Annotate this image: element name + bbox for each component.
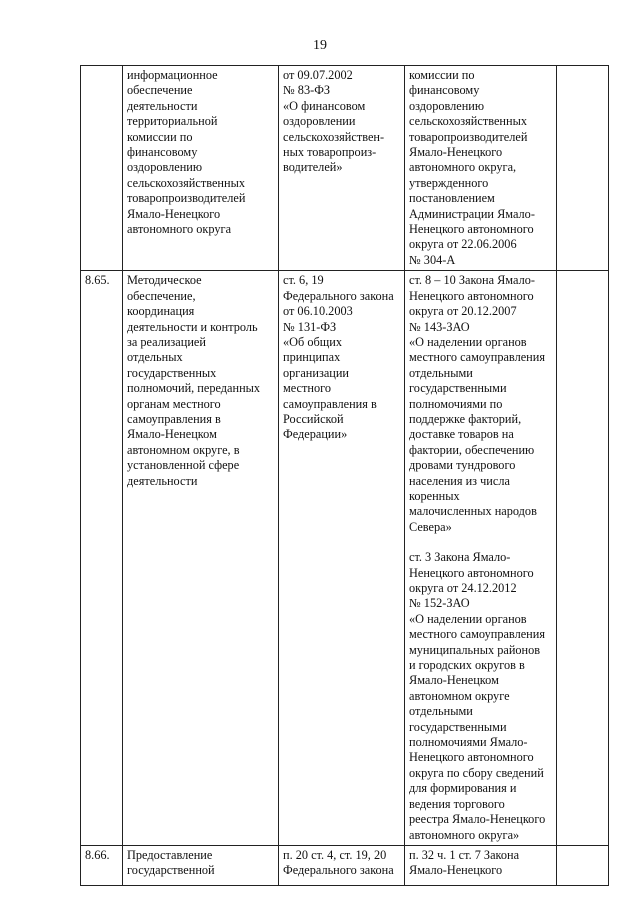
cell-line: местного — [283, 381, 331, 396]
cell-line: комиссии по — [409, 68, 475, 82]
cell-item-number — [81, 66, 123, 271]
table-row — [81, 845, 609, 885]
cell-line: за реализацией — [127, 334, 206, 349]
cell-line: № 83-ФЗ — [283, 83, 331, 98]
cell-federal-law — [279, 66, 405, 271]
cell-line: товаропроизводителей — [409, 129, 528, 144]
cell-line: государственной — [127, 863, 215, 878]
cell-line: установленной сфере — [127, 458, 240, 473]
cell-line: от 06.10.2003 — [283, 304, 353, 319]
cell-line: товаропроизводителей — [127, 191, 246, 206]
cell-line: деятельности — [127, 98, 198, 113]
cell-line: ных товаропроиз- — [283, 145, 377, 160]
cell-line: Российской — [283, 411, 344, 426]
cell-federal-law — [279, 271, 405, 846]
cell-line: № 304-А — [409, 252, 456, 267]
cell-line: полномочиями Ямало- — [409, 735, 528, 750]
cell-line: Федерации» — [283, 427, 348, 442]
page-number: 19 — [313, 38, 327, 53]
cell-line: Ямало-Ненецком — [409, 673, 499, 688]
cell-line: самоуправления в — [127, 411, 221, 426]
cell-line: ст. 8 – 10 Закона Ямало- — [409, 273, 535, 288]
cell-line: автономном округе, в — [127, 442, 240, 457]
cell-empty — [557, 66, 609, 271]
cell-regional-law — [405, 66, 557, 271]
cell-line: деятельности и контроль — [127, 319, 258, 334]
cell-line: полномочиями по — [409, 396, 503, 411]
cell-line: местного самоуправления — [409, 350, 545, 365]
cell-line: Ненецкого автономного — [409, 222, 534, 237]
cell-line: автономного округа — [127, 222, 232, 237]
cell-line: «Об общих — [283, 334, 342, 349]
cell-line: «О наделении органов — [409, 611, 527, 626]
cell-line: округа по сбору сведений — [409, 765, 544, 780]
cell-line: органам местного — [127, 396, 221, 411]
cell-function — [123, 66, 279, 271]
cell-line: округа от 22.06.2006 — [409, 237, 517, 252]
cell-regional-law — [405, 271, 557, 846]
cell-empty — [557, 845, 609, 885]
cell-line: Ямало-Ненецкого — [409, 145, 503, 160]
cell-line: территориальной — [127, 114, 218, 129]
cell-line: Ямало-Ненецкого — [409, 863, 503, 878]
cell-line: автономного округа» — [409, 827, 520, 842]
cell-line: Предоставление — [127, 847, 213, 862]
cell-line: поддержке факторий, — [409, 411, 522, 426]
cell-line: обеспечение — [127, 83, 193, 98]
cell-line: населения из числа — [409, 473, 510, 488]
cell-line: местного самоуправления — [409, 627, 545, 642]
cell-function — [123, 271, 279, 846]
cell-item-number: 8.65. — [81, 271, 123, 846]
cell-line: ст. 6, 19 — [283, 273, 324, 288]
cell-line: дровами тундрового — [409, 458, 516, 473]
cell-line: и городских округов в — [409, 658, 525, 673]
cell-line: информационное — [127, 68, 218, 82]
cell-federal-law — [279, 845, 405, 885]
paragraph-gap — [409, 535, 552, 550]
cell-line: Методическое — [127, 273, 202, 288]
cell-line: обеспечение, — [127, 288, 196, 303]
cell-line: коренных — [409, 488, 460, 503]
cell-item-number: 8.66. — [81, 845, 123, 885]
cell-line: Ненецкого автономного — [409, 288, 534, 303]
cell-line: оздоровлению — [127, 160, 203, 175]
cell-line: финансовому — [409, 83, 480, 98]
cell-line: водителей» — [283, 160, 343, 175]
cell-line: постановлением — [409, 191, 495, 206]
cell-line: государственных — [127, 365, 217, 380]
cell-line: комиссии по — [127, 129, 193, 144]
cell-line: организации — [283, 365, 350, 380]
table-row — [81, 66, 609, 271]
cell-line: отдельными — [409, 704, 473, 719]
cell-line: полномочий, переданных — [127, 381, 261, 396]
table-row — [81, 271, 609, 846]
cell-line: сельскохозяйственных — [409, 114, 527, 129]
cell-line: оздоровлении — [283, 114, 356, 129]
cell-line: малочисленных народов — [409, 504, 537, 519]
cell-line: государственными — [409, 381, 507, 396]
cell-line: «О финансовом — [283, 98, 366, 113]
cell-line: автономном округе — [409, 688, 510, 703]
cell-line: самоуправления в — [283, 396, 377, 411]
cell-line: утвержденного — [409, 175, 489, 190]
cell-empty — [557, 271, 609, 846]
cell-line: п. 20 ст. 4, ст. 19, 20 — [283, 847, 387, 862]
cell-line: Ямало-Ненецком — [127, 427, 217, 442]
cell-line: оздоровлению — [409, 98, 485, 113]
cell-line: финансовому — [127, 145, 198, 160]
cell-line: принципах — [283, 350, 341, 365]
cell-line: для формирования и — [409, 781, 517, 796]
cell-line: Ненецкого автономного — [409, 565, 534, 580]
cell-line: автономного округа, — [409, 160, 517, 175]
cell-line: Ненецкого автономного — [409, 750, 534, 765]
cell-line: отдельных — [127, 350, 183, 365]
cell-line: ведения торгового — [409, 796, 505, 811]
cell-line: п. 32 ч. 1 ст. 7 Закона — [409, 847, 520, 862]
cell-line: округа от 24.12.2012 — [409, 581, 517, 595]
cell-line: № 143-ЗАО — [409, 319, 470, 334]
cell-line: от 09.07.2002 — [283, 68, 353, 82]
cell-line: ст. 3 Закона Ямало- — [409, 550, 511, 565]
cell-line: округа от 20.12.2007 — [409, 304, 517, 319]
cell-line: фактории, обеспечению — [409, 442, 535, 457]
cell-line: реестра Ямало-Ненецкого — [409, 812, 546, 827]
cell-line: Ямало-Ненецкого — [127, 206, 221, 221]
cell-line: муниципальных районов — [409, 642, 541, 657]
cell-line: государственными — [409, 719, 507, 734]
cell-regional-law — [405, 845, 557, 885]
cell-line: доставке товаров на — [409, 427, 514, 442]
cell-function — [123, 845, 279, 885]
cell-line: сельскохозяйственных — [127, 175, 245, 190]
document-table — [80, 65, 609, 886]
cell-line: сельскохозяйствен- — [283, 129, 385, 144]
cell-line: Федерального закона — [283, 863, 394, 878]
cell-line: координация — [127, 304, 195, 319]
cell-line: Севера» — [409, 519, 452, 534]
cell-line: деятельности — [127, 473, 198, 488]
cell-line: № 152-ЗАО — [409, 596, 470, 611]
cell-line: Администрации Ямало- — [409, 206, 535, 221]
cell-line: № 131-ФЗ — [283, 319, 337, 334]
cell-line: «О наделении органов — [409, 334, 527, 349]
cell-line: Федерального закона — [283, 288, 394, 303]
cell-line: отдельными — [409, 365, 473, 380]
